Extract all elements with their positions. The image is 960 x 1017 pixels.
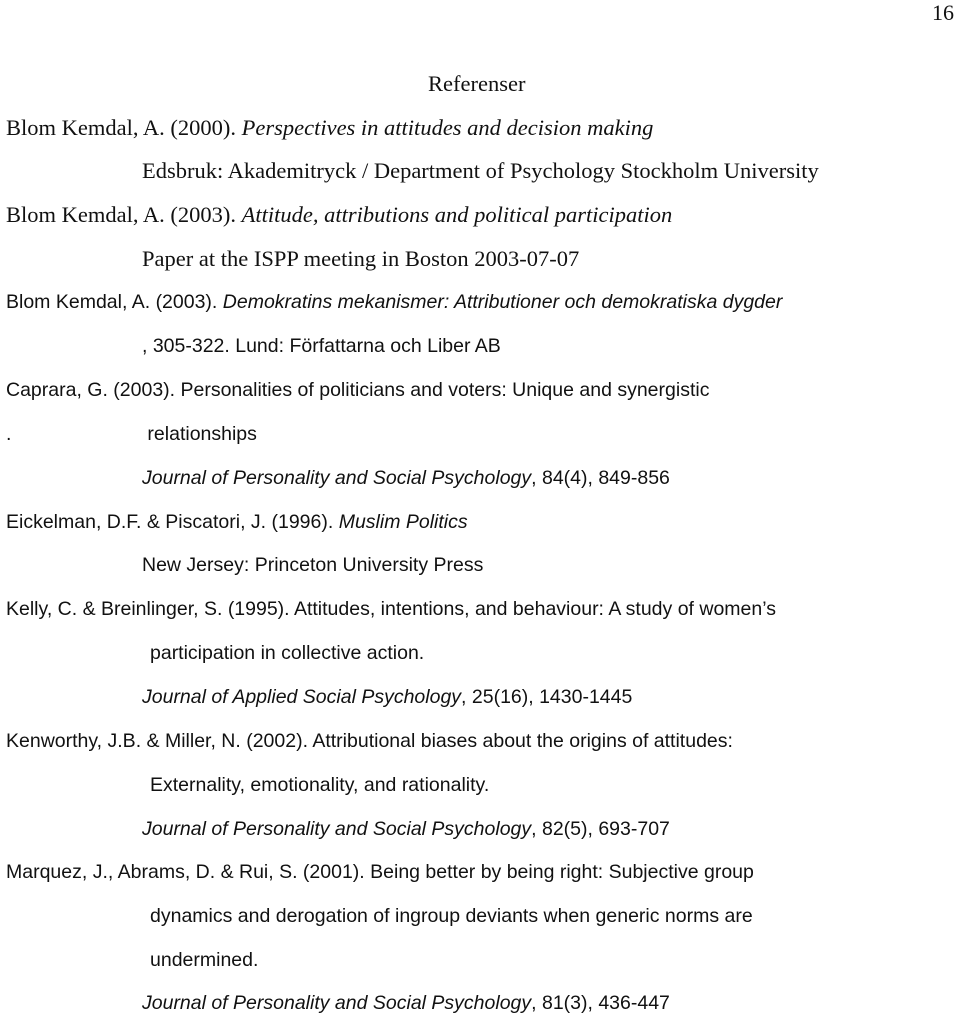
reference-line bbox=[142, 469, 670, 489]
reference-title: Attitude, attributions and political participation bbox=[241, 202, 673, 227]
reference-line bbox=[6, 425, 257, 445]
reference-publisher: New Jersey: Princeton University Press bbox=[142, 554, 484, 576]
reference-journal: Journal of Personality and Social Psychology bbox=[142, 818, 532, 840]
reference-continuation: Externality, emotionality, and rationality. bbox=[150, 774, 490, 796]
reference-continuation: undermined. bbox=[150, 949, 259, 971]
reference-author: Blom Kemdal, A. (2003). bbox=[6, 291, 223, 313]
page-number: 16 bbox=[932, 0, 954, 25]
reference-journal: Journal of Personality and Social Psychology bbox=[142, 467, 532, 489]
reference-line bbox=[142, 688, 632, 708]
reference-continuation: dynamics and derogation of ingroup deviants when generic norms are bbox=[150, 905, 753, 927]
reference-line bbox=[6, 293, 782, 313]
reference-line bbox=[6, 513, 468, 533]
reference-publisher: Paper at the ISPP meeting in Boston 2003-07-07 bbox=[142, 246, 580, 271]
reference-publisher: Edsbruk: Akademitryck / Department of Psychology Stockholm University bbox=[142, 158, 819, 183]
reference-journal: Journal of Applied Social Psychology bbox=[142, 686, 462, 708]
reference-continuation: participation in collective action. bbox=[150, 642, 425, 664]
reference-line bbox=[6, 117, 653, 140]
reference-details: , 84(4), 849-856 bbox=[531, 467, 670, 489]
reference-publisher: , 305-322. Lund: Författarna och Liber AB bbox=[142, 335, 501, 357]
reference-title: Muslim Politics bbox=[338, 511, 468, 533]
reference-line bbox=[6, 204, 672, 227]
reference-author: Kelly, C. & Breinlinger, S. (1995). Attitudes, intentions, and behaviour: A study of women’s bbox=[6, 598, 776, 620]
reference-author: Marquez, J., Abrams, D. & Rui, S. (2001). Being better by being right: Subjective group bbox=[6, 861, 754, 883]
reference-line bbox=[142, 820, 670, 840]
reference-author: Caprara, G. (2003). Personalities of politicians and voters: Unique and synergistic bbox=[6, 379, 710, 401]
reference-details: , 82(5), 693-707 bbox=[531, 818, 670, 840]
reference-details: , 25(16), 1430-1445 bbox=[461, 686, 633, 708]
reference-author: Kenworthy, J.B. & Miller, N. (2002). Attributional biases about the origins of attitudes: bbox=[6, 730, 733, 752]
reference-author: Eickelman, D.F. & Piscatori, J. (1996). bbox=[6, 511, 339, 533]
reference-line bbox=[142, 994, 670, 1014]
reference-title: Perspectives in attitudes and decision making bbox=[241, 115, 654, 140]
continuation-mark: . bbox=[6, 423, 12, 445]
reference-journal: Journal of Personality and Social Psychology bbox=[142, 992, 532, 1014]
reference-author: Blom Kemdal, A. (2003). bbox=[6, 202, 242, 227]
reference-details: , 81(3), 436-447 bbox=[531, 992, 670, 1014]
reference-author: Blom Kemdal, A. (2000). bbox=[6, 115, 242, 140]
reference-title: Demokratins mekanismer: Attributioner och demokratiska dygder bbox=[222, 291, 783, 313]
references-heading: Referenser bbox=[428, 71, 526, 96]
reference-continuation: relationships bbox=[147, 423, 257, 445]
